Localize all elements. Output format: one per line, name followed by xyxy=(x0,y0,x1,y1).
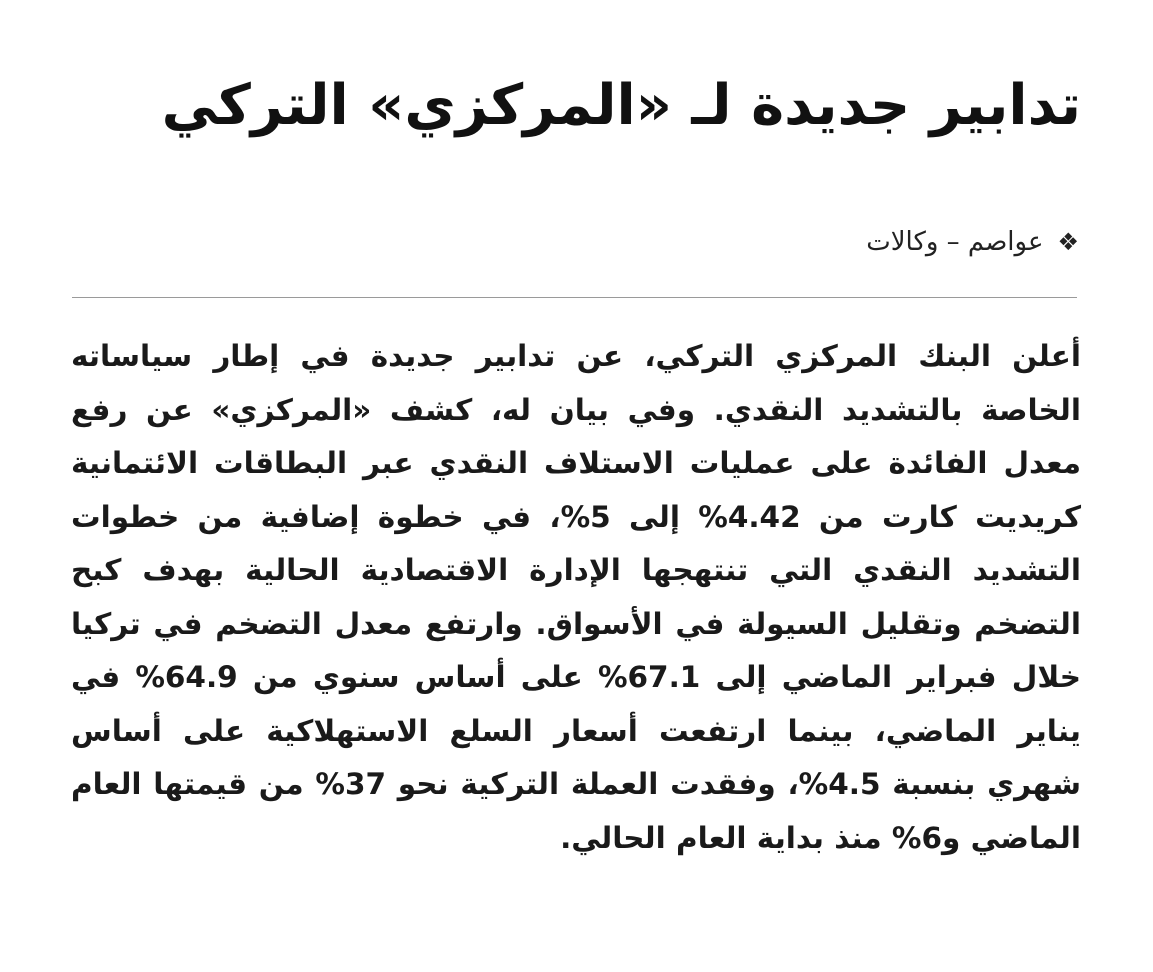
byline-source: عواصم – وكالات xyxy=(866,227,1044,257)
four-diamond-ornament-icon: ❖ xyxy=(1057,228,1079,256)
section-divider xyxy=(72,297,1077,298)
article-byline xyxy=(866,222,1079,262)
article-headline: تدابير جديدة لـ «المركزي» التركي xyxy=(161,73,1081,138)
article-body: أعلن البنك المركزي التركي، عن تدابير جديدة في إطار سياساته الخاصة بالتشديد النقدي. وفي بيان له، كشف «المركزي» عن رفع معدل الفائدة على عمليات الاستلاف النقدي عبر البطاقات الائتمانية كريديت كارت من 4.42% إلى 5%، في خطوة إضافية من خطوات التشديد النقدي التي تنتهجها الإدارة الاقتصادية الحالية بهدف كبح التضخم وتقليل السيولة في الأسواق. وارتفع معدل التضخم في تركيا خلال فبراير الماضي إلى 67.1% على أساس سنوي من 64.9% في يناير الماضي، بينما ارتفعت أسعار السلع الاستهلاكية على أساس شهري بنسبة 4.5%، وفقدت العملة التركية نحو 37% من قيمتها العام الماضي و6% منذ بداية العام الحالي. xyxy=(71,339,1081,855)
